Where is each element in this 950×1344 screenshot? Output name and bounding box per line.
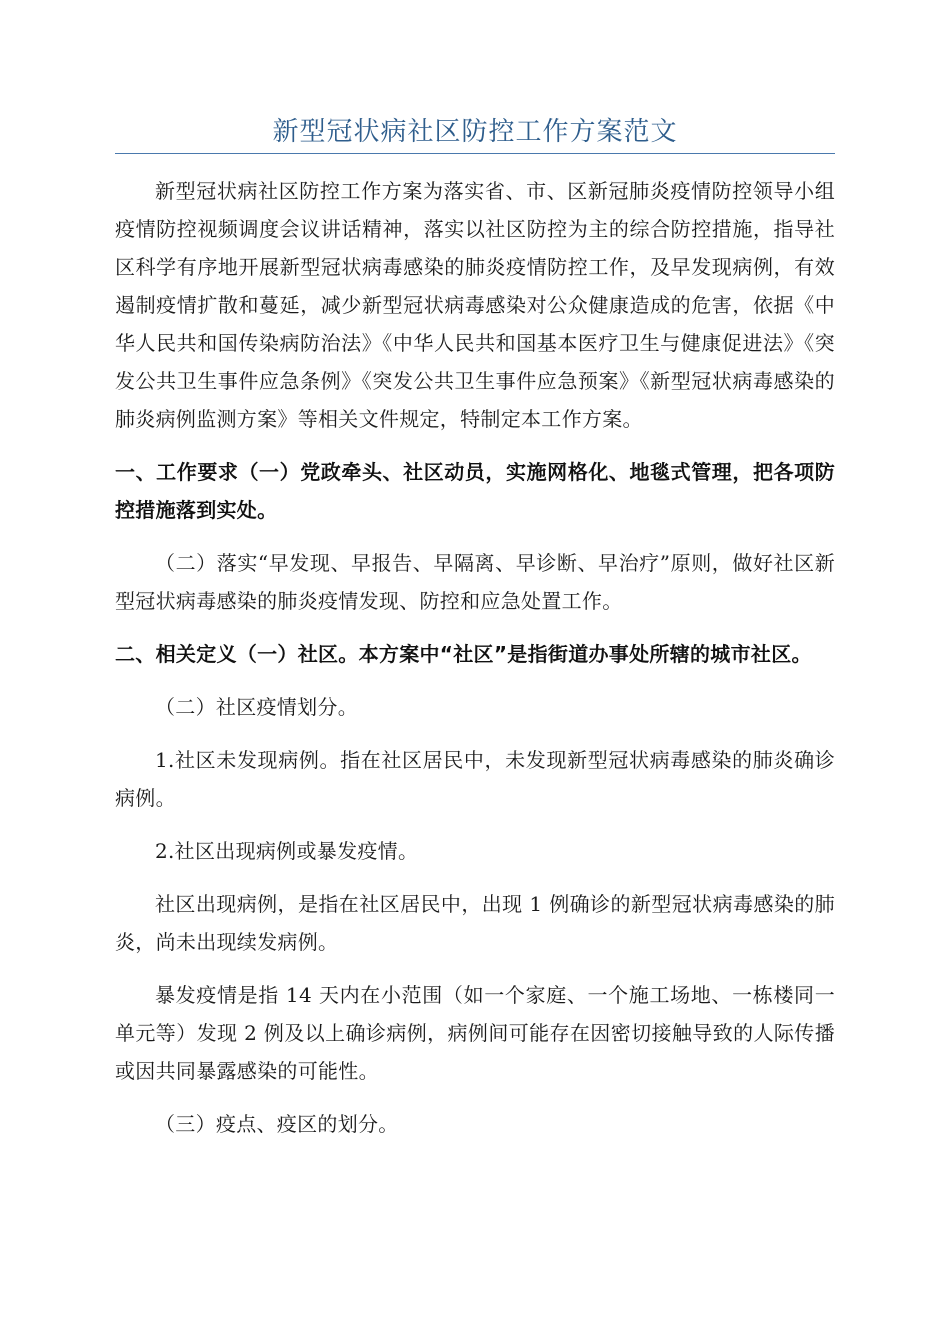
intro-paragraph: 新型冠状病社区防控工作方案为落实省、市、区新冠肺炎疫情防控领导小组疫情防控视频调度会议讲话精神，落实以社区防控为主的综合防控措施，指导社区科学有序地开展新型冠状病毒感染的肺炎疫情防控工作，及早发现病例，有效遏制疫情扩散和蔓延，减少新型冠状病毒感染对公众健康造成的危害，依据《中华人民共和国传染病防治法》《中华人民共和国基本医疗卫生与健康促进法》《突发公共卫生事件应急条例》《突发公共卫生事件应急预案》《新型冠状病毒感染的肺炎病例监测方案》等相关文件规定，特制定本工作方案。 bbox=[115, 179, 835, 431]
section-heading-definitions: 二、相关定义（一）社区。本方案中“社区”是指街道办事处所辖的城市社区。 bbox=[115, 642, 812, 666]
paragraph-cases-or-outbreak: 2.社区出现病例或暴发疫情。 bbox=[155, 839, 419, 863]
paragraph-five-early-principles: （二）落实“早发现、早报告、早隔离、早诊断、早治疗”原则，做好社区新型冠状病毒感染的肺炎疫情发现、防控和应急处置工作。 bbox=[115, 551, 835, 613]
paragraph-epidemic-classification: （二）社区疫情划分。 bbox=[155, 695, 358, 719]
paragraph-no-cases: 1.社区未发现病例。指在社区居民中，未发现新型冠状病毒感染的肺炎确诊病例。 bbox=[115, 748, 835, 810]
section-heading-work-requirements: 一、工作要求（一）党政牵头、社区动员，实施网格化、地毯式管理，把各项防控措施落到实处。 bbox=[115, 460, 835, 522]
paragraph-case-definition: 社区出现病例，是指在社区居民中，出现 1 例确诊的新型冠状病毒感染的肺炎，尚未出现续发病例。 bbox=[115, 892, 835, 954]
title-underline bbox=[115, 153, 835, 154]
document-body bbox=[115, 172, 835, 1143]
paragraph-epidemic-zones: （三）疫点、疫区的划分。 bbox=[155, 1112, 399, 1136]
paragraph-outbreak-definition: 暴发疫情是指 14 天内在小范围（如一个家庭、一个施工场地、一栋楼同一单元等）发现 2 例及以上确诊病例，病例间可能存在因密切接触导致的人际传播或因共同暴露感染的可能性。 bbox=[115, 983, 835, 1083]
document-title: 新型冠状病社区防控工作方案范文 bbox=[272, 117, 678, 147]
